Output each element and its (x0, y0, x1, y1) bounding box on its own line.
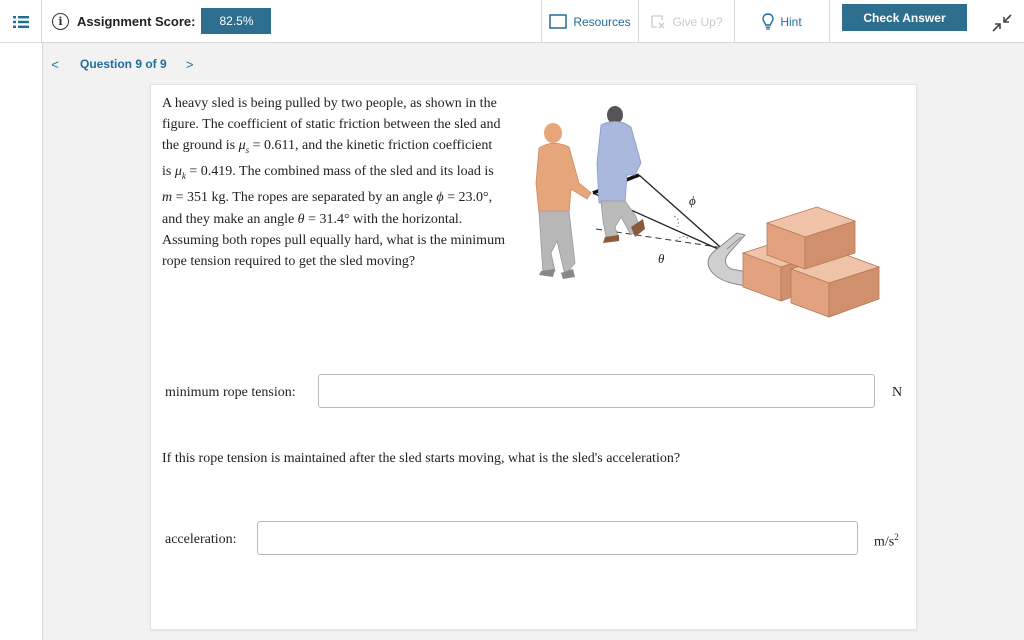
question-2-text: If this rope tension is maintained after the sled starts moving, what is the sled's acceleration? (162, 451, 681, 466)
give-up-button[interactable] (638, 0, 734, 43)
menu-button[interactable] (0, 0, 42, 43)
hint-label: Hint (780, 14, 802, 29)
tension-unit: N (892, 385, 903, 400)
question-line: A heavy sled is being pulled by two people, as shown in the (162, 96, 497, 111)
top-toolbar (0, 0, 1024, 43)
question-card (150, 84, 917, 630)
question-navigation (48, 54, 197, 74)
resources-button[interactable] (541, 0, 638, 43)
acceleration-input[interactable] (257, 521, 858, 555)
collapse-button[interactable] (990, 12, 1014, 34)
phi-label: ϕ (689, 193, 696, 208)
question-text (162, 93, 520, 272)
resources-label: Resources (573, 14, 631, 29)
question-line: rope tension required to get the sled moving? (162, 254, 416, 270)
boxes (743, 207, 879, 317)
left-rail (0, 43, 43, 640)
question-line: and they make an angle θ = 31.4° with the horizontal. (162, 211, 463, 227)
hint-bulb-icon (762, 13, 774, 30)
resources-icon (549, 14, 567, 29)
tension-label: minimum rope tension: (165, 385, 296, 400)
question-line: Assuming both ropes pull equally hard, what is the minimum (162, 232, 505, 248)
tension-input[interactable] (318, 374, 875, 408)
collapse-icon (991, 13, 1013, 33)
question-line: m = 351 kg. The ropes are separated by an angle ϕ = 23.0°, (162, 190, 493, 206)
score-badge: 82.5% (201, 8, 271, 34)
assignment-score (52, 8, 271, 34)
score-label: Assignment Score: (77, 13, 196, 29)
give-up-label: Give Up? (672, 14, 723, 29)
info-icon[interactable]: i (52, 13, 69, 30)
question-line: is $\mu_k = 0.419$. The combined mass of the sled and its load is (162, 164, 494, 182)
menu-icon (13, 15, 29, 29)
next-question-button[interactable]: > (185, 56, 194, 72)
theta-label: θ (658, 251, 665, 266)
question-line: figure. The coefficient of static friction between the sled and (162, 117, 501, 133)
person-orange (536, 123, 591, 279)
sled-figure (531, 103, 901, 318)
question-line: the ground is $\mu_s = 0.611$, and the kinetic friction coefficient (162, 138, 493, 156)
acceleration-label: acceleration: (165, 532, 237, 547)
prev-question-button[interactable]: < (51, 56, 59, 72)
give-up-icon (650, 14, 666, 29)
hint-button[interactable] (734, 0, 830, 43)
acceleration-unit: $m/s^2$ (874, 532, 899, 550)
question-counter: Question 9 of 9 (80, 57, 167, 71)
check-answer-button[interactable]: Check Answer (842, 4, 967, 31)
